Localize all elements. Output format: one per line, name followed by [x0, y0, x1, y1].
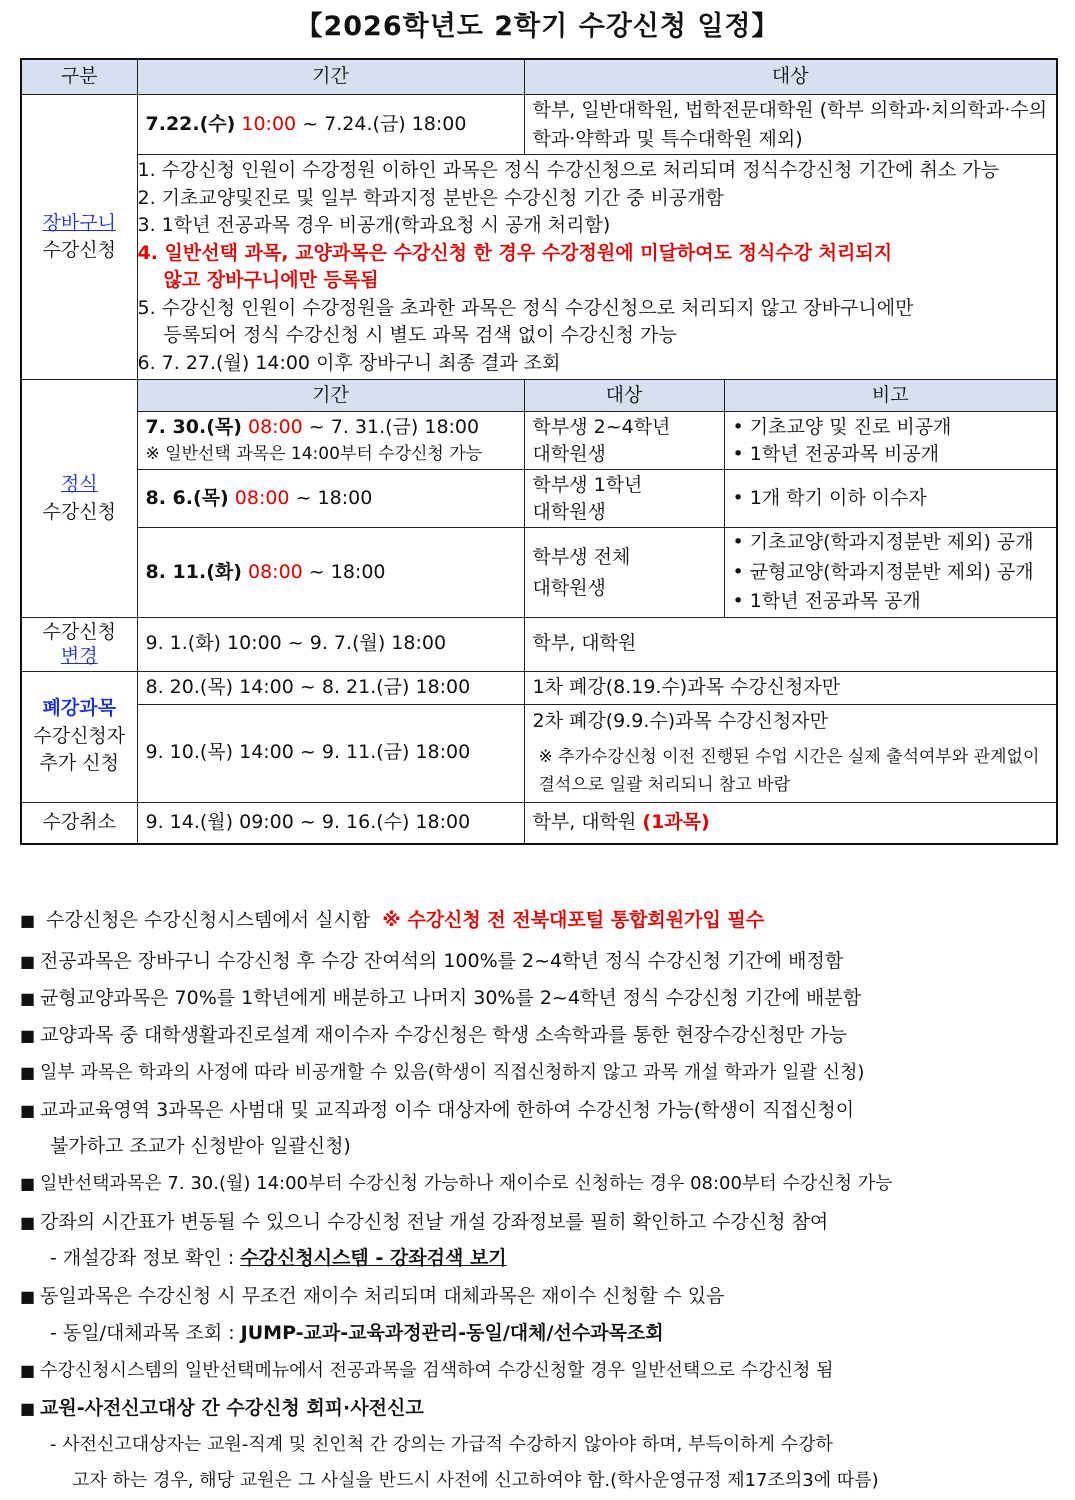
bullet-item [20, 905, 1060, 932]
regular-end: ~ 7. 31.(금) 18:00 [308, 416, 480, 439]
regular-end: ~ 18:00 [295, 487, 373, 510]
bullet-text: 교원-사전신고대상 간 수강신청 회피·사전신고 [40, 1397, 424, 1419]
cancel-period: 9. 14.(월) 09:00 ~ 9. 16.(수) 18:00 [137, 802, 524, 844]
regular-sub-note: ※ 일반선택 과목은 14:00부터 수강신청 가능 [145, 443, 483, 464]
closed-target-2 [524, 704, 1057, 802]
regular-header-remark: 비고 [724, 380, 1057, 412]
bullet-text: 교양과목 중 대학생활과진로설계 재이수자 수강신청은 학생 소속학과를 통한 현장수강신청만 가능 [40, 1024, 847, 1046]
bullet-item [20, 1058, 1060, 1084]
closed-category [21, 671, 137, 802]
regular-subheader-row [21, 380, 1057, 412]
regular-header-period: 기간 [137, 380, 524, 412]
header-category: 구분 [21, 59, 137, 95]
change-period: 9. 1.(화) 10:00 ~ 9. 7.(월) 18:00 [137, 617, 524, 671]
bullet-sub-cont: 고자 하는 경우, 해당 교원은 그 사실을 반드시 사전에 신고하여야 함.(학사운영규정 제17조의3에 따름) [72, 1470, 879, 1491]
regular-category [21, 380, 137, 617]
cancel-target-limit: (1과목) [642, 811, 710, 834]
bullet-square-icon: ■ [20, 952, 36, 971]
regular-remark: • 1개 학기 이하 이수자 [732, 487, 927, 510]
course-search-link[interactable]: 수강신청시스템 - 강좌검색 보기 [240, 1247, 507, 1269]
basket-period-row [21, 95, 1057, 155]
basket-note-2: 2. 기초교양및진로 및 일부 학과지정 분반은 수강신청 기간 중 비공개함 [137, 186, 724, 209]
basket-notes [137, 155, 1057, 380]
table-row [21, 528, 1057, 617]
regular-period-1 [137, 412, 524, 470]
bullet-square-icon: ■ [20, 1213, 36, 1232]
regular-target-line1: 학부생 1학년 [532, 474, 643, 497]
regular-remark: • 1학년 전공과목 공개 [732, 590, 921, 613]
regular-target-3 [524, 528, 724, 617]
closed-row-1 [21, 671, 1057, 704]
bullet-text: 전공과목은 장바구니 수강신청 후 수강 잔여석의 100%를 2~4학년 정식 수강신청 기간에 배정함 [40, 950, 844, 972]
bullet-sub-label: - 개설강좌 정보 확인 : [50, 1247, 235, 1269]
regular-remark-2 [724, 470, 1057, 528]
regular-remark-3 [724, 528, 1057, 617]
closed-row-2 [21, 704, 1057, 802]
bullet-item [20, 983, 1060, 1010]
closed-period-1: 8. 20.(목) 14:00 ~ 8. 21.(금) 18:00 [137, 671, 524, 704]
bullet-text: 수강신청은 수강신청시스템에서 실시함 [46, 909, 371, 931]
basket-date: 7.22.(수) [145, 112, 236, 135]
basket-time: 10:00 [241, 112, 297, 135]
basket-category-label: 수강신청 [42, 239, 116, 262]
regular-period-2 [137, 470, 524, 528]
bullet-item [20, 946, 1060, 973]
bullet-text: 균형교양과목은 70%를 1학년에게 배분하고 나머지 30%를 2~4학년 정식 수강신청 기간에 배분함 [40, 987, 862, 1009]
regular-remark: • 기초교양(학과지정분반 제외) 공개 [732, 531, 1034, 554]
regular-date: 8. 11.(화) [145, 560, 242, 583]
regular-category-link[interactable]: 정식 [60, 472, 98, 495]
bullet-square-icon: ■ [20, 1063, 36, 1082]
bullet-square-icon: ■ [20, 911, 36, 930]
regular-remark: • 기초교양 및 진로 비공개 [732, 416, 952, 439]
closed-note: ※ 추가수강신청 이전 진행된 수업 시간은 실제 출석여부와 관계없이 결석으로 일괄 처리되니 참고 바람 [538, 746, 1040, 795]
cancel-target [524, 802, 1057, 844]
change-row [21, 617, 1057, 671]
bullet-square-icon: ■ [20, 1399, 36, 1418]
regular-target-line2: 대학원생 [532, 500, 606, 523]
regular-target-line2: 대학원생 [532, 576, 606, 599]
bullet-sub: - 사전신고대상자는 교원-직계 및 친인척 간 강의는 가급적 수강하지 않아야 하며, 부득이하게 수강하 [50, 1434, 833, 1455]
course-lookup-path: JUMP-교과-교육과정관리-동일/대체/선수과목조회 [240, 1322, 664, 1344]
bullet-square-icon: ■ [20, 1026, 36, 1045]
bullet-text: 강좌의 시간표가 변동될 수 있으니 수강신청 전날 개설 강좌정보를 필히 확인하고 수강신청 참여 [40, 1211, 829, 1233]
regular-category-label: 수강신청 [42, 500, 116, 523]
bullet-square-icon: ■ [20, 989, 36, 1008]
regular-target-line1: 학부생 전체 [532, 546, 631, 569]
bullet-text: 수강신청시스템의 일반선택메뉴에서 전공과목을 검색하여 수강신청할 경우 일반선택으로 수강신청 됨 [40, 1360, 834, 1381]
regular-date: 8. 6.(목) [145, 487, 229, 510]
basket-target: 학부, 일반대학원, 법학전문대학원 (학부 의학과·치의학과·수의학과·약학과 및 특수대학원 제외) [524, 95, 1057, 155]
closed-period-2: 9. 10.(목) 14:00 ~ 9. 11.(금) 18:00 [137, 704, 524, 802]
change-target: 학부, 대학원 [524, 617, 1057, 671]
regular-time: 08:00 [234, 487, 290, 510]
bullet-item [20, 1095, 1060, 1122]
bullet-square-icon: ■ [20, 1101, 36, 1120]
table-row [21, 470, 1057, 528]
header-period: 기간 [137, 59, 524, 95]
basket-note-1: 1. 수강신청 인원이 수강정원 이하인 과목은 정식 수강신청으로 처리되며 정식수강신청 기간에 취소 가능 [137, 159, 999, 181]
regular-target-line2: 대학원생 [532, 442, 606, 465]
closed-category-title: 폐강과목 [42, 697, 116, 720]
bullet-text: 일반선택과목은 7. 30.(월) 14:00부터 수강신청 가능하나 재이수로 신청하는 경우 08:00부터 수강신청 가능 [40, 1173, 893, 1194]
basket-category [21, 95, 137, 380]
bullet-warning: ※ 수강신청 전 전북대포털 통합회원가입 필수 [382, 909, 765, 931]
bullet-text: 교과교육영역 3과목은 사범대 및 교직과정 이수 대상자에 한하여 수강신청 가능(학생이 직접신청이 [40, 1099, 855, 1121]
basket-note-4-cont: 않고 장바구니에만 등록됨 [163, 269, 379, 292]
regular-remark: • 균형교양(학과지정분반 제외) 공개 [732, 560, 1034, 583]
regular-remark: • 1학년 전공과목 비공개 [732, 442, 940, 465]
regular-end: ~ 18:00 [308, 560, 386, 583]
closed-target-text: 2차 폐강(9.9.수)과목 수강신청자만 [532, 710, 828, 733]
schedule-table [20, 58, 1058, 845]
regular-header-target: 대상 [524, 380, 724, 412]
basket-note-4: 4. 일반선택 과목, 교양과목은 수강신청 한 경우 수강정원에 미달하여도 정식수강 처리되지 [137, 241, 893, 264]
bullet-item [20, 1356, 1060, 1382]
cancel-target-text: 학부, 대학원 [532, 811, 637, 834]
bullet-item [20, 1207, 1060, 1234]
bullet-item [20, 1281, 1060, 1308]
table-header-row [21, 59, 1057, 95]
basket-end: ~ 7.24.(금) 18:00 [302, 112, 467, 135]
regular-target-2 [524, 470, 724, 528]
bullet-text: 동일과목은 수강신청 시 무조건 재이수 처리되며 대체과목은 재이수 신청할 수 있음 [40, 1285, 725, 1307]
closed-target-1: 1차 폐강(8.19.수)과목 수강신청자만 [524, 671, 1057, 704]
bullet-item [20, 1020, 1060, 1047]
cancel-row [21, 802, 1057, 844]
regular-remark-1 [724, 412, 1057, 470]
regular-target-1 [524, 412, 724, 470]
regular-date: 7. 30.(목) [145, 416, 242, 439]
basket-notes-row [21, 155, 1057, 380]
regular-time: 08:00 [247, 560, 303, 583]
bullet-square-icon: ■ [20, 1287, 36, 1306]
regular-time: 08:00 [247, 416, 303, 439]
change-category-label: 수강신청 [42, 620, 116, 643]
closed-category-label: 수강신청자 [33, 724, 126, 747]
basket-note-6: 6. 7. 27.(월) 14:00 이후 장바구니 최종 결과 조회 [137, 351, 561, 374]
basket-note-5-cont: 등록되어 정식 수강신청 시 별도 과목 검색 없이 수강신청 가능 [163, 324, 677, 347]
table-row [21, 412, 1057, 470]
basket-period [137, 95, 524, 155]
bullet-text: 일부 과목은 학과의 사정에 따라 비공개할 수 있음(학생이 직접신청하지 않고 과목 개설 학과가 일괄 신청) [40, 1062, 865, 1083]
page-title: 【2026학년도 2학기 수강신청 일정】 [295, 11, 780, 42]
cancel-category: 수강취소 [21, 802, 137, 844]
bullet-square-icon: ■ [20, 1361, 36, 1380]
basket-note-3: 3. 1학년 전공과목 경우 비공개(학과요청 시 공개 처리함) [137, 214, 611, 237]
change-category-link[interactable]: 변경 [60, 645, 98, 668]
header-target: 대상 [524, 59, 1057, 95]
bullet-text-cont: 불가하고 조교가 신청받아 일괄신청) [50, 1135, 351, 1157]
regular-period-3 [137, 528, 524, 617]
change-category [21, 617, 137, 671]
bullet-square-icon: ■ [20, 1174, 36, 1193]
bullet-item [20, 1169, 1060, 1195]
closed-category-label2: 추가 신청 [39, 752, 119, 775]
bullet-sub [20, 1318, 1075, 1345]
regular-target-line1: 학부생 2~4학년 [532, 416, 671, 439]
bullet-item [20, 1393, 1060, 1420]
basket-note-5: 5. 수강신청 인원이 수강정원을 초과한 과목은 정식 수강신청으로 처리되지 않고 장바구니에만 [137, 296, 914, 319]
basket-category-link[interactable]: 장바구니 [42, 211, 116, 234]
bullet-sub-label: - 동일/대체과목 조회 : [50, 1322, 235, 1344]
bullet-sub [20, 1243, 1075, 1270]
